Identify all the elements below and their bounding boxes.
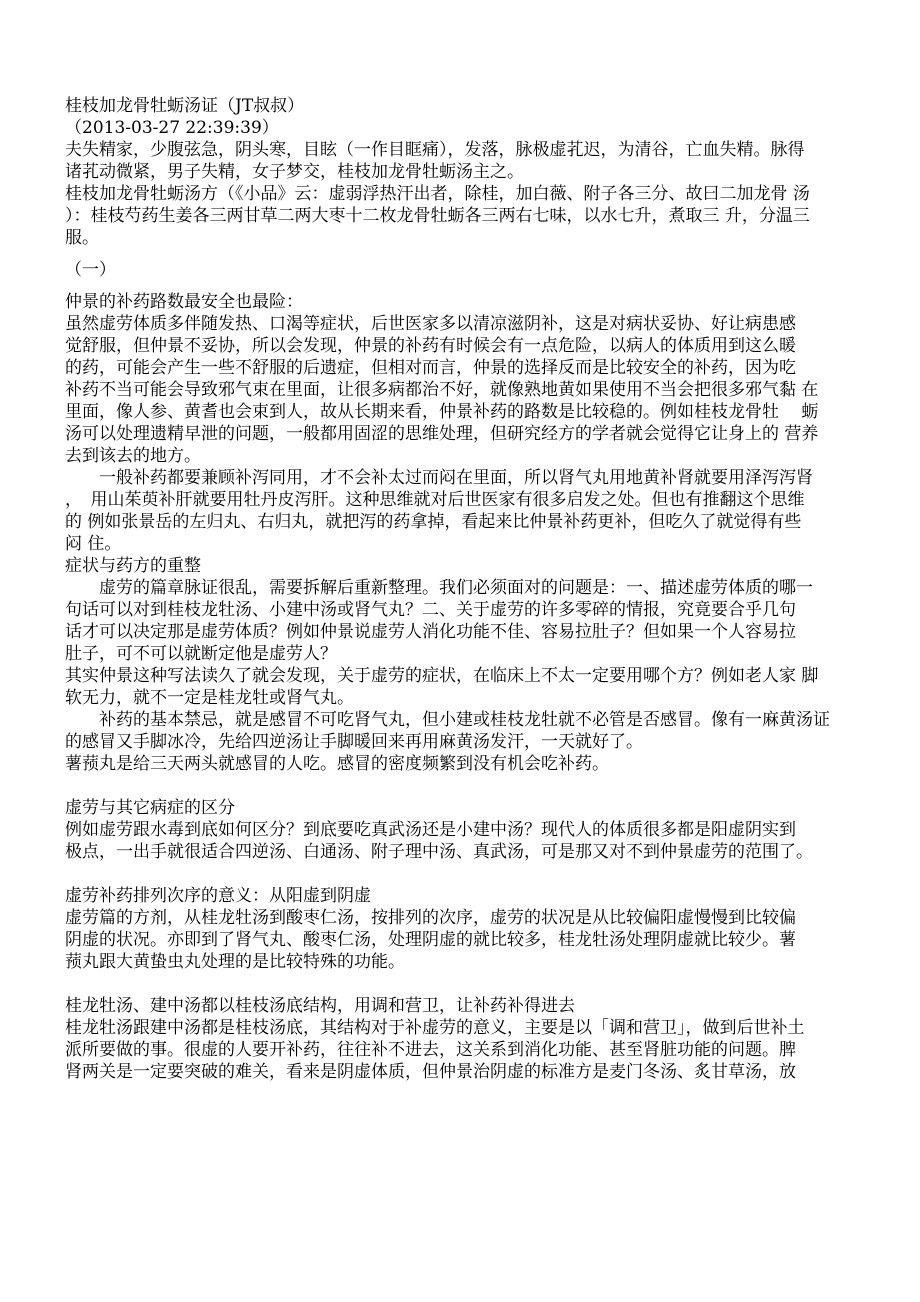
- spacer: [65, 281, 895, 291]
- text-line: 觉舒服，但仲景不妥协，所以会发现，仲景的补药有时候会有一点危险，以病人的体质用到这么暖: [65, 336, 796, 356]
- blank-line: [65, 863, 895, 885]
- document-timestamp: （2013-03-27 22:39:39）: [65, 118, 279, 138]
- text-line: 阴虚的状况。亦即到了肾气丸、酸枣仁汤，处理阴虚的就比较多，桂龙牡汤处理阴虚就比较少。薯: [65, 930, 796, 950]
- text-line: ）：桂枝芍药生姜各三两甘草二两大枣十二枚龙骨牡蛎各三两右七味，以水七升，煮取三 升，分温三: [65, 206, 810, 226]
- blank-line: [65, 775, 895, 797]
- text-line: 服。: [65, 228, 99, 248]
- text-line: 诸芤动微紧，男子失精，女子梦交，桂枝加龙骨牡蛎汤主之。: [65, 162, 524, 182]
- text-line: 例如虚劳跟水毒到底如何区分？到底要吃真武汤还是小建中汤？现代人的体质很多都是阳虚阴实到: [65, 820, 796, 840]
- text-line: 极点，一出手就很适合四逆汤、白通汤、附子理中汤、真武汤，可是那又对不到仲景虚劳的范围了。: [65, 842, 813, 862]
- section-heading: 仲景的补药路数最安全也最险：: [65, 292, 303, 312]
- section-heading: 桂龙牡汤、建中汤都以桂枝汤底结构，用调和营卫，让补药补得进去: [65, 996, 575, 1016]
- document-page: [65, 95, 895, 1083]
- text-line: 肾两关是一定要突破的难关，看来是阴虚体质，但仲景治阴虚的标准方是麦门冬汤、炙甘草汤，放: [65, 1062, 796, 1082]
- text-line: 软无力，就不一定是桂龙牡或肾气丸。: [65, 688, 354, 708]
- blank-line: [65, 973, 895, 995]
- text-line: 蓣丸跟大黄蛰虫丸处理的是比较特殊的功能。: [65, 952, 405, 972]
- text-line: 桂龙牡汤跟建中汤都是桂枝汤底，其结构对于补虚劳的意义，主要是以「调和营卫」，做到后世补土: [65, 1018, 805, 1038]
- text-line: 虚劳篇的方剂，从桂龙牡汤到酸枣仁汤，按排列的次序，虚劳的状况是从比较偏阳虚慢慢到比较偏: [65, 908, 796, 928]
- text-line: 补药不当可能会导致邪气束在里面，让很多病都治不好，就像熟地黄如果使用不当会把很多邪气黏 在: [65, 380, 819, 400]
- text-line: 去到该去的地方。: [65, 446, 201, 466]
- text-line: ， 用山茱萸补肝就要用牡丹皮泻肝。这种思维就对后世医家有很多启发之处。但也有推翻这个思维: [65, 490, 805, 510]
- text-line: 话才可以决定那是虚劳体质？例如仲景说虚劳人消化功能不佳、容易拉肚子？但如果一个人容易拉: [65, 622, 796, 642]
- text-line: 补药的基本禁忌，就是感冒不可吃肾气丸，但小建或桂枝龙牡就不必管是否感冒。像有一麻黄汤证: [65, 710, 830, 730]
- document-title: 桂枝加龙骨牡蛎汤证（JT叔叔）: [65, 96, 305, 116]
- section-heading: 虚劳与其它病症的区分: [65, 798, 235, 818]
- text-line: 肚子，可不可以就断定他是虚劳人？: [65, 644, 337, 664]
- text-line: 派所要做的事。很虚的人要开补药，往往补不进去，这关系到消化功能、甚至肾脏功能的问题。脾: [65, 1040, 796, 1060]
- text-line: 的感冒又手脚冰冷，先给四逆汤让手脚暖回来再用麻黄汤发汗，一天就好了。: [65, 732, 643, 752]
- text-line: 的 例如张景岳的左归丸、右归丸，就把泻的药拿掉，看起来比仲景补药更补，但吃久了就觉得有些: [65, 512, 802, 532]
- text-line: 虚劳的篇章脉证很乱，需要拆解后重新整理。我们必须面对的问题是：一、描述虚劳体质的哪一: [65, 578, 813, 598]
- text-line: 闷 住。: [65, 534, 122, 554]
- text-line: 夫失精家，少腹弦急，阴头寒，目眩（一作目眶痛），发落，脉极虚芤迟，为清谷，亡血失精。脉得: [65, 140, 805, 160]
- text-line: 一般补药都要兼顾补泻同用，才不会补太过而闷在里面，所以肾气丸用地黄补肾就要用泽泻泻肾: [65, 468, 813, 488]
- text-line: 句话可以对到桂枝龙牡汤、小建中汤或肾气丸？二、关于虚劳的许多零碎的情报，究竟要合乎几句: [65, 600, 796, 620]
- text-line: 薯蓣丸是给三天两头就感冒的人吃。感冒的密度频繁到没有机会吃补药。: [65, 754, 609, 774]
- text-line: 桂枝加龙骨牡蛎汤方（《小品》云：虚弱浮热汗出者，除桂，加白薇、附子各三分、故曰二加龙骨 汤: [65, 184, 810, 204]
- text-line: 的药，可能会产生一些不舒服的后遗症，但相对而言，仲景的选择反而是比较安全的补药，因为吃: [65, 358, 796, 378]
- section-heading: 症状与药方的重整: [65, 556, 201, 576]
- section-heading: 虚劳补药排列次序的意义：从阳虚到阴虚: [65, 886, 371, 906]
- section-marker: （一）: [65, 260, 116, 280]
- text-line: 其实仲景这种写法读久了就会发现，关于虚劳的症状，在临床上不太一定要用哪个方？例如老人家 脚: [65, 666, 819, 686]
- text-line: 汤可以处理遗精早泄的问题，一般都用固涩的思维处理，但研究经方的学者就会觉得它让身上的 营养: [65, 424, 819, 444]
- text-line: 虽然虚劳体质多伴随发热、口渴等症状，后世医家多以清凉滋阴补，这是对病状妥协、好让病患感: [65, 314, 796, 334]
- text-line: 里面，像人参、黄耆也会束到人，故从长期来看，仲景补药的路数是比较稳的。例如桂枝龙骨牡 蛎: [65, 402, 819, 422]
- spacer: [65, 249, 895, 259]
